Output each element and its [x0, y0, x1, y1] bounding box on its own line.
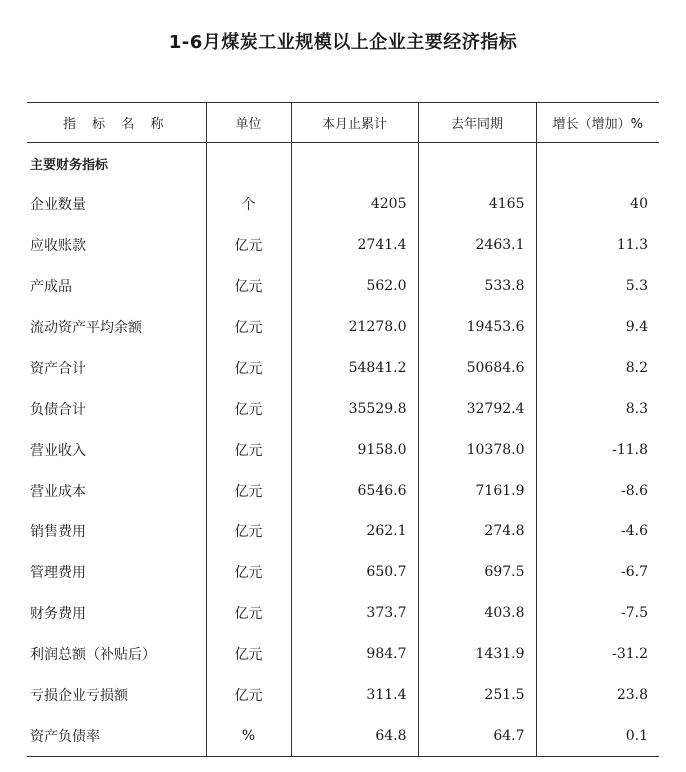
current-value-cell: 984.7 [291, 634, 418, 675]
growth-value-cell: -4.6 [621, 523, 648, 540]
growth-value-cell: 8.3 [625, 400, 648, 417]
growth-value-cell: 5.3 [625, 278, 648, 295]
current-value-cell: 562.0 [291, 266, 418, 307]
table-row [27, 429, 659, 470]
unit-cell: 亿元 [206, 307, 291, 348]
indicator-name-cell: 营业收入 [27, 429, 206, 470]
last-year-value-cell: 50684.6 [418, 347, 536, 388]
indicator-name-cell: 亏损企业亏损额 [27, 675, 206, 716]
growth-value-cell: -11.8 [612, 441, 648, 458]
last-year-value-cell: 32792.4 [418, 388, 536, 429]
indicator-name-cell: 负债合计 [27, 388, 206, 429]
indicator-name-cell: 管理费用 [27, 552, 206, 593]
header-unit: 单位 [206, 103, 291, 143]
last-year-value-cell: 533.8 [418, 266, 536, 307]
last-year-value-cell: 4165 [418, 184, 536, 225]
indicator-name-cell: 营业成本 [27, 470, 206, 511]
current-value-cell: 54841.2 [291, 347, 418, 388]
indicator-name-cell: 财务费用 [27, 593, 206, 634]
current-value-cell: 21278.0 [291, 307, 418, 348]
table-row [27, 552, 659, 593]
growth-value-cell: 40 [630, 196, 648, 213]
section-cell [418, 143, 536, 184]
growth-value-cell: 8.2 [625, 359, 648, 376]
section-cell [536, 143, 659, 184]
current-value-cell: 35529.8 [291, 388, 418, 429]
unit-cell: 亿元 [206, 552, 291, 593]
unit-cell: 亿元 [206, 511, 291, 552]
table-row [27, 675, 659, 716]
table-header [27, 103, 659, 143]
indicator-name-cell: 销售费用 [27, 511, 206, 552]
growth-value-cell: 11.3 [616, 237, 648, 254]
table-row [27, 511, 659, 552]
indicator-name-cell: 资产合计 [27, 347, 206, 388]
header-indicator-name: 指 标 名 称 [27, 103, 206, 143]
current-value-cell: 4205 [291, 184, 418, 225]
indicator-name-cell: 企业数量 [27, 184, 206, 225]
last-year-value-cell: 64.7 [418, 715, 536, 756]
current-value-cell: 9158.0 [291, 429, 418, 470]
last-year-value-cell: 2463.1 [418, 225, 536, 266]
table-row [27, 470, 659, 511]
growth-value-cell: 9.4 [625, 319, 648, 335]
section-cell [291, 143, 418, 184]
section-title: 主要财务指标 [27, 143, 206, 184]
indicator-name-cell: 应收账款 [27, 225, 206, 266]
current-value-cell: 650.7 [291, 552, 418, 593]
last-year-value-cell: 19453.6 [418, 307, 536, 348]
indicators-table [27, 102, 659, 757]
unit-cell: 亿元 [206, 225, 291, 266]
table-row [27, 266, 659, 307]
growth-value-cell: -8.6 [621, 482, 648, 499]
current-value-cell: 2741.4 [291, 225, 418, 266]
section-row [27, 143, 659, 184]
last-year-value-cell: 403.8 [418, 593, 536, 634]
current-value-cell: 311.4 [291, 675, 418, 716]
current-value-cell: 64.8 [291, 715, 418, 756]
growth-value-cell: -7.5 [621, 605, 648, 622]
last-year-value-cell: 7161.9 [418, 470, 536, 511]
growth-value-cell: -6.7 [621, 564, 648, 581]
indicator-name-cell: 资产负债率 [27, 715, 206, 756]
table-row [27, 593, 659, 634]
unit-cell: 个 [206, 184, 291, 225]
table-body [27, 143, 659, 757]
last-year-value-cell: 697.5 [418, 552, 536, 593]
unit-cell: 亿元 [206, 470, 291, 511]
unit-cell: 亿元 [206, 347, 291, 388]
current-value-cell: 373.7 [291, 593, 418, 634]
last-year-value-cell: 1431.9 [418, 634, 536, 675]
current-value-cell: 6546.6 [291, 470, 418, 511]
table-row [27, 634, 659, 675]
table-row [27, 307, 659, 348]
unit-cell: 亿元 [206, 266, 291, 307]
table-row [27, 715, 659, 756]
table-row [27, 347, 659, 388]
indicator-name-cell: 流动资产平均余额 [27, 307, 206, 348]
header-last-year: 去年同期 [418, 103, 536, 143]
table-row [27, 184, 659, 225]
indicator-name-cell: 利润总额（补贴后） [27, 634, 206, 675]
page-title: 1-6月煤炭工业规模以上企业主要经济指标 [168, 32, 518, 53]
unit-cell: 亿元 [206, 388, 291, 429]
last-year-value-cell: 10378.0 [418, 429, 536, 470]
header-current-cumulative: 本月止累计 [291, 103, 418, 143]
unit-cell: 亿元 [206, 593, 291, 634]
last-year-value-cell: 251.5 [418, 675, 536, 716]
current-value-cell: 262.1 [291, 511, 418, 552]
table-row [27, 225, 659, 266]
unit-cell: % [206, 715, 291, 756]
table-row [27, 388, 659, 429]
unit-cell: 亿元 [206, 634, 291, 675]
growth-value-cell: 0.1 [536, 715, 659, 756]
last-year-value-cell: 274.8 [418, 511, 536, 552]
header-row [27, 103, 659, 143]
growth-value-cell: -31.2 [612, 646, 648, 663]
indicator-name-cell: 产成品 [27, 266, 206, 307]
unit-cell: 亿元 [206, 675, 291, 716]
section-cell [206, 143, 291, 184]
growth-value-cell: 23.8 [616, 687, 648, 704]
unit-cell: 亿元 [206, 429, 291, 470]
header-growth: 增长（增加）% [536, 103, 659, 143]
